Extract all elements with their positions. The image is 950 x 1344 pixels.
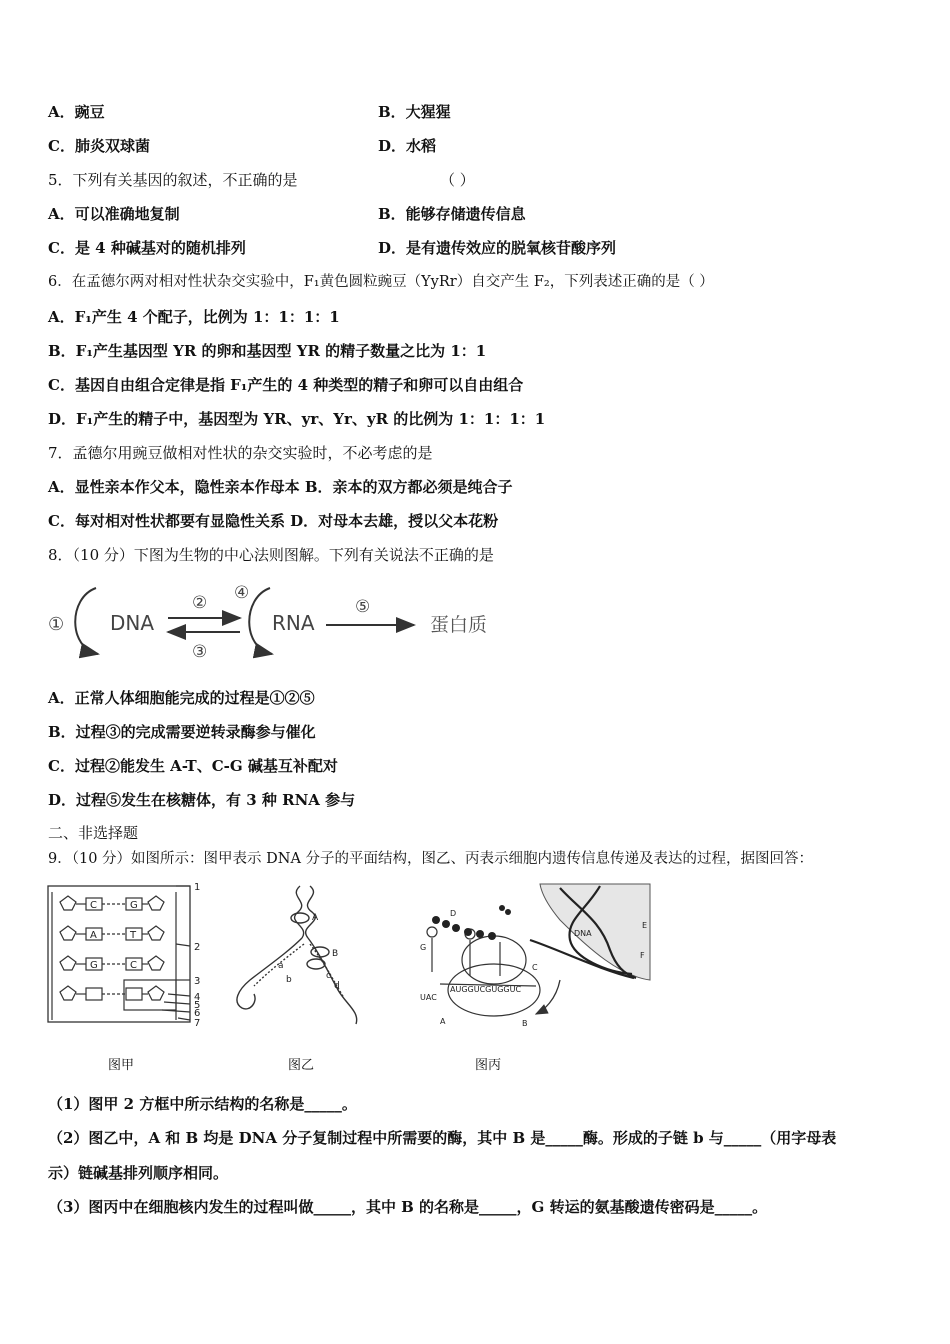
label-1: 1 [194,882,201,893]
process-5-label: ⑤ [355,597,371,617]
replication-arrow [75,588,98,654]
process-4-label: ④ [234,583,250,603]
base-right-1: G [130,900,138,911]
figure-yi-replication [228,882,378,1032]
label-C: C [532,963,538,972]
q9-sub1: （1）图甲 2 方框中所示结构的名称是_____。 [48,1095,357,1113]
process-2-label: ② [192,593,208,613]
label-d: d [334,981,340,991]
q6-option-c: C．基因自由组合定律是指 F₁产生的 4 种类型的精子和卵可以自由组合 [48,376,524,394]
q5-option-a: A．可以准确地复制 [48,205,180,223]
label-b: b [286,975,292,985]
q8-option-d: D．过程⑤发生在核糖体，有 3 种 RNA 参与 [48,791,356,809]
label-c: c [326,971,331,981]
q5-answer-paren: （ ） [440,171,475,189]
dna-label: DNA [110,611,155,635]
q9-sub2-line2: 示）链碱基排列顺序相同。 [48,1164,229,1182]
anticodon-label: UAC [420,993,437,1002]
label-E: E [642,921,648,930]
base-right-3: C [130,960,137,971]
q8-option-c: C．过程②能发生 A-T、C-G 碱基互补配对 [48,757,338,775]
label-B: B [332,949,339,959]
q5-option-c: C．是 4 种碱基对的随机排列 [48,239,246,257]
q4-option-a: A．豌豆 [48,103,105,121]
label-A: A [440,1017,446,1026]
process-3-label: ③ [192,642,208,662]
label-F: F [640,951,645,960]
label-4: 4 [194,992,201,1003]
q6-option-a: A．F₁产生 4 个配子，比例为 1：1：1：1 [48,308,340,326]
label-3: 3 [194,976,201,987]
q6-option-b: B．F₁产生基因型 YR 的卵和基因型 YR 的精子数量之比为 1：1 [48,342,487,360]
q7-stem: 7．孟德尔用豌豆做相对性状的杂交实验时，不必考虑的是 [48,444,433,462]
q8-stem: 8．（10 分）下图为生物的中心法则图解。下列有关说法不正确的是 [48,546,494,564]
q7-options-ab: A．显性亲本作父本，隐性亲本作母本 B．亲本的双方都必须是纯合子 [48,478,513,496]
q9-sub2-line1: （2）图乙中，A 和 B 均是 DNA 分子复制过程中所需要的酶，其中 B 是_____酶。形成的子链 b 与_____（用字母表 [48,1129,837,1147]
q6-option-d: D．F₁产生的精子中，基因型为 YR、yr、Yr、yR 的比例为 1：1：1：1 [48,410,546,428]
base-left-2: A [90,930,97,941]
caption-yi: 图乙 [288,1058,315,1073]
protein-label: 蛋白质 [430,614,488,636]
caption-jia: 图甲 [108,1058,135,1073]
section-heading: 二、非选择题 [48,824,139,842]
base-left-3: G [90,960,98,971]
label-7: 7 [194,1018,201,1029]
q9-stem: 9．（10 分）如图所示：图甲表示 DNA 分子的平面结构，图乙、丙表示细胞内遗传信息传递及表达的过程，据图回答： [48,851,814,867]
label-a: a [278,961,284,971]
q9-sub3: （3）图丙中在细胞核内发生的过程叫做_____，其中 B 的名称是_____，G 转运的氨基酸遗传密码是_____。 [48,1198,768,1216]
dna-label: DNA [574,929,592,938]
q4-option-d: D．水稻 [378,137,437,155]
q4-option-b: B．大猩猩 [378,103,451,121]
mrna-sequence: AUGGUCGUGGUC [450,985,522,994]
figure-bing-expression [410,880,660,1036]
q8-option-a: A．正常人体细胞能完成的过程是①②⑤ [48,689,315,707]
label-D: D [450,909,457,918]
q8-option-b: B．过程③的完成需要逆转录酶参与催化 [48,723,316,741]
figure-jia-dna-structure [44,880,214,1040]
label-2: 2 [194,942,201,953]
q5-option-b: B．能够存储遗传信息 [378,205,526,223]
q6-stem: 6．在孟德尔两对相对性状杂交实验中，F₁黄色圆粒豌豆（YyRr）自交产生 F₂，下列表述正确的是（ ） [48,274,714,290]
label-6: 6 [194,1008,201,1019]
label-A: A [312,913,319,923]
rna-replication-arrow [249,588,272,654]
central-dogma-diagram [44,578,504,662]
q7-options-cd: C．每对相对性状都要有显隐性关系 D．对母本去雄，授以父本花粉 [48,512,499,530]
base-left-1: C [90,900,97,911]
process-1-label: ① [48,614,65,635]
q5-stem: 5．下列有关基因的叙述，不正确的是 [48,171,298,189]
label-B: B [522,1019,528,1028]
q4-option-c: C．肺炎双球菌 [48,137,150,155]
caption-bing: 图丙 [475,1058,502,1073]
rna-label: RNA [272,611,315,635]
label-G: G [420,943,427,952]
base-right-2: T [130,930,137,941]
q5-option-d: D．是有遗传效应的脱氧核苷酸序列 [378,239,617,257]
label-5: 5 [194,1000,201,1011]
